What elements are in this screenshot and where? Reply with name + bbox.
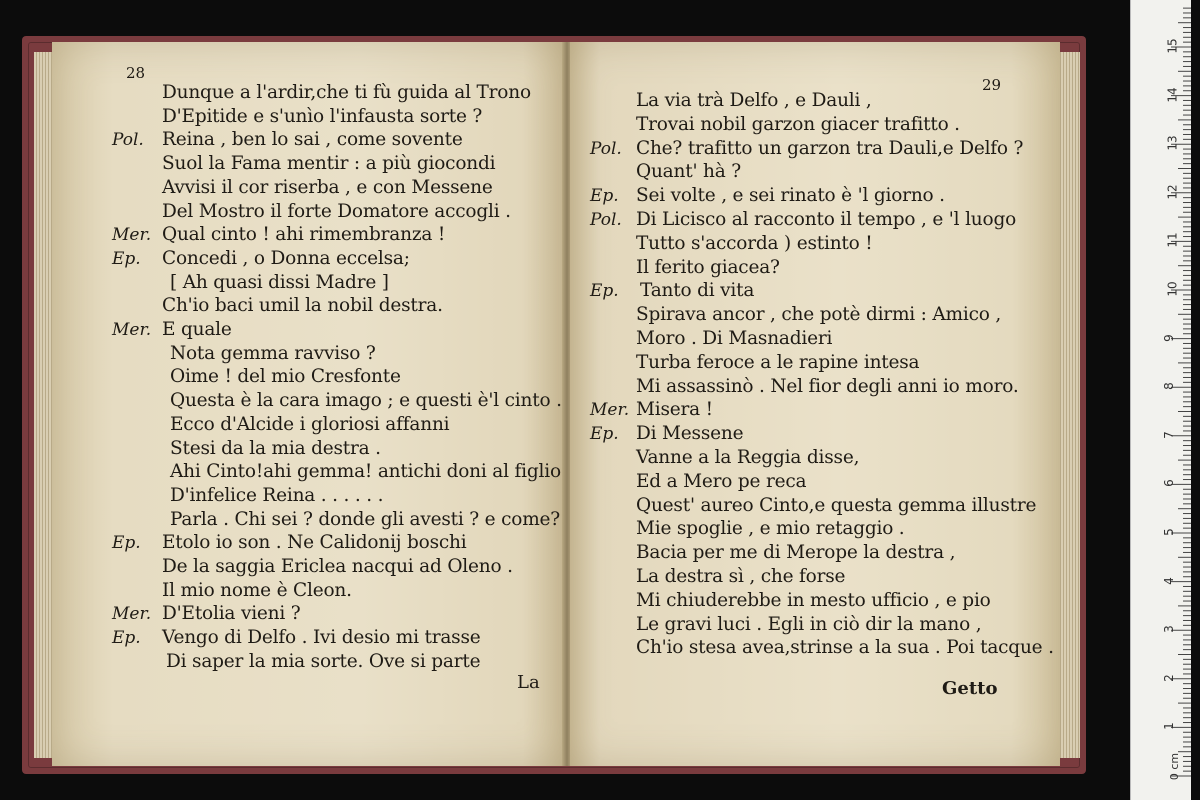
text-line: Trovai nobil garzon giacer trafitto . <box>636 113 960 135</box>
text-line: De la saggia Ericlea nacqui ad Oleno . <box>162 556 513 577</box>
text-line: La destra sì , che forse <box>636 566 846 587</box>
text-line: Il ferito giacea? <box>636 256 780 278</box>
text-line: Le gravi luci . Egli in ciò dir la mano , <box>636 613 982 635</box>
text-line: Avvisi il cor riserba , e con Messene <box>162 176 493 198</box>
text-line: D'Etolia vieni ? <box>162 603 301 625</box>
text-line: Sei volte , e sei rinato è 'l giorno . <box>636 185 945 207</box>
speaker-label: Ep. <box>112 533 141 554</box>
text-line: Il mio nome è Cleon. <box>162 579 352 601</box>
text-line: Ch'io stesa avea,strinse a la sua . Poi tacque . <box>636 637 1054 659</box>
speaker-label: Ep. <box>590 186 619 207</box>
text-line: Concedi , o Donna eccelsa; <box>162 247 410 269</box>
text-line: Quant' hà ? <box>636 161 741 183</box>
text-line: Questa è la cara imago ; e questi è'l cinto . <box>170 390 562 412</box>
speaker-label: Ep. <box>590 424 619 445</box>
text-line: Vengo di Delfo . Ivi desio mi trasse <box>162 627 481 649</box>
speaker-label: Mer. <box>590 400 630 421</box>
speaker-label: Pol. <box>112 130 144 151</box>
text-line: Turba feroce a le rapine intesa <box>636 351 920 373</box>
text-line: D'Epitide e s'unìo l'infausta sorte ? <box>162 105 483 127</box>
ruler-label: 5 <box>1161 528 1176 536</box>
text-line: Parla . Chi sei ? donde gli avesti ? e come? <box>170 508 560 530</box>
text-line: D'infelice Reina . . . . . . <box>170 484 384 506</box>
catchword: La <box>517 672 540 693</box>
page-number: 28 <box>126 64 146 82</box>
ruler-label: 10 <box>1165 281 1180 297</box>
text-line: Suol la Fama mentir : a più giocondi <box>162 153 496 175</box>
text-line: Spirava ancor , che potè dirmi : Amico , <box>636 304 1002 326</box>
ruler-label: 4 <box>1161 576 1176 585</box>
speaker-label: Pol. <box>590 138 622 159</box>
text-line: Ch'io baci umil la nobil destra. <box>162 295 443 317</box>
ruler-label: 7 <box>1161 430 1176 439</box>
ruler-label: 13 <box>1165 135 1180 151</box>
text-line: Qual cinto ! ahi rimembranza ! <box>162 224 446 246</box>
catchword: Getto <box>942 678 998 699</box>
speaker-label: Mer. <box>112 225 152 246</box>
text-line: Vanne a la Reggia disse, <box>636 447 860 468</box>
text-line: Di Messene <box>636 423 744 445</box>
right-page-edges <box>1058 52 1080 758</box>
text-line: Quest' aureo Cinto,e questa gemma illustre <box>636 494 1037 516</box>
speaker-label: Mer. <box>112 604 152 625</box>
text-line: Del Mostro il forte Domatore accogli . <box>162 200 511 222</box>
ruler-label: 2 <box>1161 673 1176 682</box>
left-page <box>52 42 564 766</box>
text-line: Mie spoglie , e mio retaggio . <box>636 518 905 540</box>
ruler-label: 6 <box>1161 479 1176 488</box>
text-line: Stesi da la mia destra . <box>170 437 381 459</box>
text-line: Oime ! del mio Cresfonte <box>170 366 401 388</box>
text-line: Moro . Di Masnadieri <box>636 328 833 349</box>
ruler-label: 9 <box>1161 333 1176 342</box>
text-line: Di saper la mia sorte. Ove si parte <box>166 650 481 672</box>
right-page <box>570 42 1060 766</box>
ruler-unit-label: 0 cm <box>1168 752 1182 781</box>
text-line: Che? trafitto un garzon tra Dauli,e Delfo ? <box>636 137 1024 159</box>
speaker-label: Ep. <box>590 281 619 302</box>
text-line: Tutto s'accorda ) estinto ! <box>636 232 873 254</box>
text-line: E quale <box>162 319 232 340</box>
speaker-label: Ep. <box>112 628 141 649</box>
text-line: Dunque a l'ardir,che ti fù guida al Trono <box>162 82 531 103</box>
ruler-label: 1 <box>1161 722 1176 731</box>
text-line: Nota gemma ravviso ? <box>170 342 376 364</box>
text-line: Misera ! <box>636 399 713 421</box>
ruler-label: 8 <box>1161 382 1176 391</box>
text-line: Etolo io son . Ne Calidonij boschi <box>162 532 467 554</box>
text-line: Ecco d'Alcide i gloriosi affanni <box>170 413 450 435</box>
text-line: Ahi Cinto!ahi gemma! antichi doni al figlio <box>170 461 561 483</box>
left-page-edges <box>34 52 54 758</box>
text-line: [ Ah quasi dissi Madre ] <box>170 271 389 293</box>
ruler-label: 11 <box>1165 232 1180 249</box>
speaker-label: Mer. <box>112 320 152 340</box>
text-line: Mi chiuderebbe in mesto ufficio , e pio <box>636 589 991 611</box>
speaker-label: Ep. <box>112 248 141 269</box>
speaker-label: Pol. <box>590 210 622 230</box>
text-line: Di Licisco al racconto il tempo , e 'l luogo <box>636 209 1017 230</box>
ruler-label: 15 <box>1165 38 1180 54</box>
text-line: Reina , ben lo sai , come sovente <box>162 129 463 151</box>
ruler-label: 12 <box>1165 184 1180 200</box>
ruler-label: 3 <box>1161 625 1176 634</box>
text-line: Bacia per me di Merope la destra , <box>636 542 956 564</box>
ruler-label: 14 <box>1165 86 1180 103</box>
text-line: Ed a Mero pe reca <box>636 470 807 492</box>
text-line: Tanto di vita <box>640 280 755 302</box>
page-number: 29 <box>982 76 1002 94</box>
measuring-ruler <box>1130 0 1191 800</box>
text-line: La via trà Delfo , e Dauli , <box>636 90 872 111</box>
text-line: Mi assassinò . Nel fior degli anni io moro. <box>636 375 1019 397</box>
